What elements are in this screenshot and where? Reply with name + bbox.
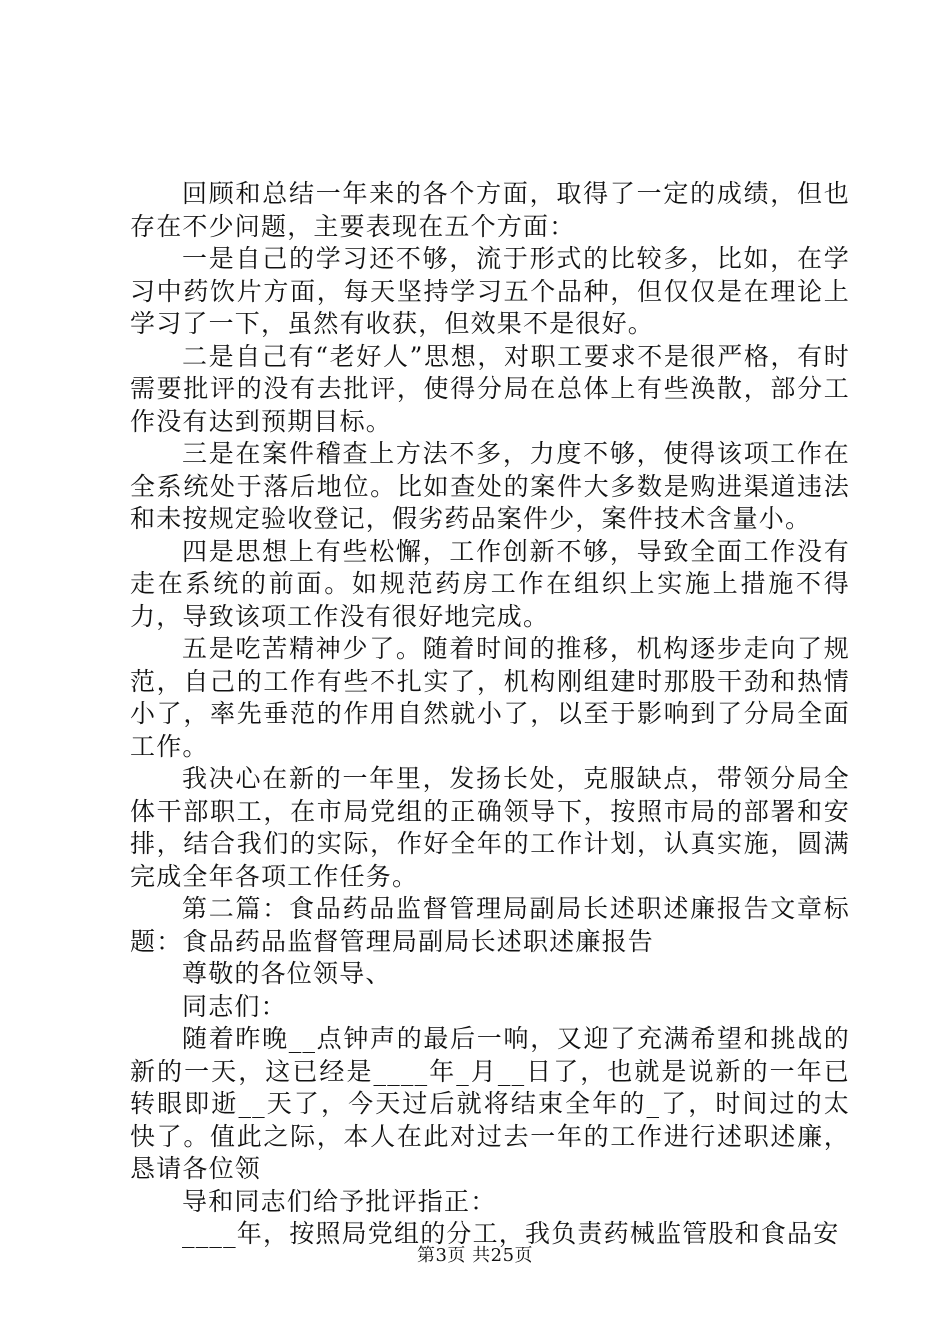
paragraph-6: 五是吃苦精神少了。随着时间的推移，机构逐步走向了规范，自己的工作有些不扎实了，机构刚组建时那股干劲和热情小了，率先垂范的作用自然就小了，以至于影响到了分局全面工作。 [130,634,850,761]
paragraph-5: 四是思想上有些松懈，工作创新不够，导致全面工作没有走在系统的前面。如规范药房工作在组织上实施上措施不得力，导致该项工作没有很好地完成。 [130,536,850,631]
page-number-footer: 第3页 共25页 [416,1245,534,1266]
paragraph-4: 三是在案件稽查上方法不多，力度不够，使得该项工作在全系统处于落后地位。比如查处的案件大多数是购进渠道违法和未按规定验收登记，假劣药品案件少，案件技术含量小。 [130,439,850,533]
paragraph-3: 二是自己有“老好人”思想，对职工要求不是很严格，有时需要批评的没有去批评，使得分局在总体上有些涣散，部分工作没有达到预期目标。 [130,341,850,436]
paragraph-9-salutation: 尊敬的各位领导、 [182,959,392,988]
document-body [130,178,850,1251]
paragraph-1: 回顾和总结一年来的各个方面，取得了一定的成绩，但也存在不少问题，主要表现在五个方面： [130,179,850,241]
paragraph-10-salutation: 同志们： [182,991,287,1021]
paragraph-8-section-title: 第二篇：食品药品监督管理局副局长述职述廉报告文章标题：食品药品监督管理局副局长述职述廉报告 [130,894,850,956]
paragraph-11: 随着昨晚__点钟声的最后一响，又迎了充满希望和挑战的新的一天，这已经是____年_月__日了，也就是说新的一年已转眼即逝__天了，今天过后就将结束全年的_了，时间过的太快了。值此之际，本人在此对过去一年的工作进行述职述廉，恳请各位领 [130,1024,850,1183]
paragraph-12: 导和同志们给予批评指正： [182,1186,497,1216]
paragraph-2: 一是自己的学习还不够，流于形式的比较多，比如，在学习中药饮片方面，每天坚持学习五个品种，但仅仅是在理论上学习了一下，虽然有收获，但效果不是很好。 [130,244,850,338]
paragraph-13: ____年，按照局党组的分工，我负责药械监管股和食品安 [182,1219,840,1248]
paragraph-7: 我决心在新的一年里，发扬长处，克服缺点，带领分局全体干部职工，在市局党组的正确领导下，按照市局的部署和安排，结合我们的实际，作好全年的工作计划，认真实施，圆满完成全年各项工作任务。 [130,764,850,891]
